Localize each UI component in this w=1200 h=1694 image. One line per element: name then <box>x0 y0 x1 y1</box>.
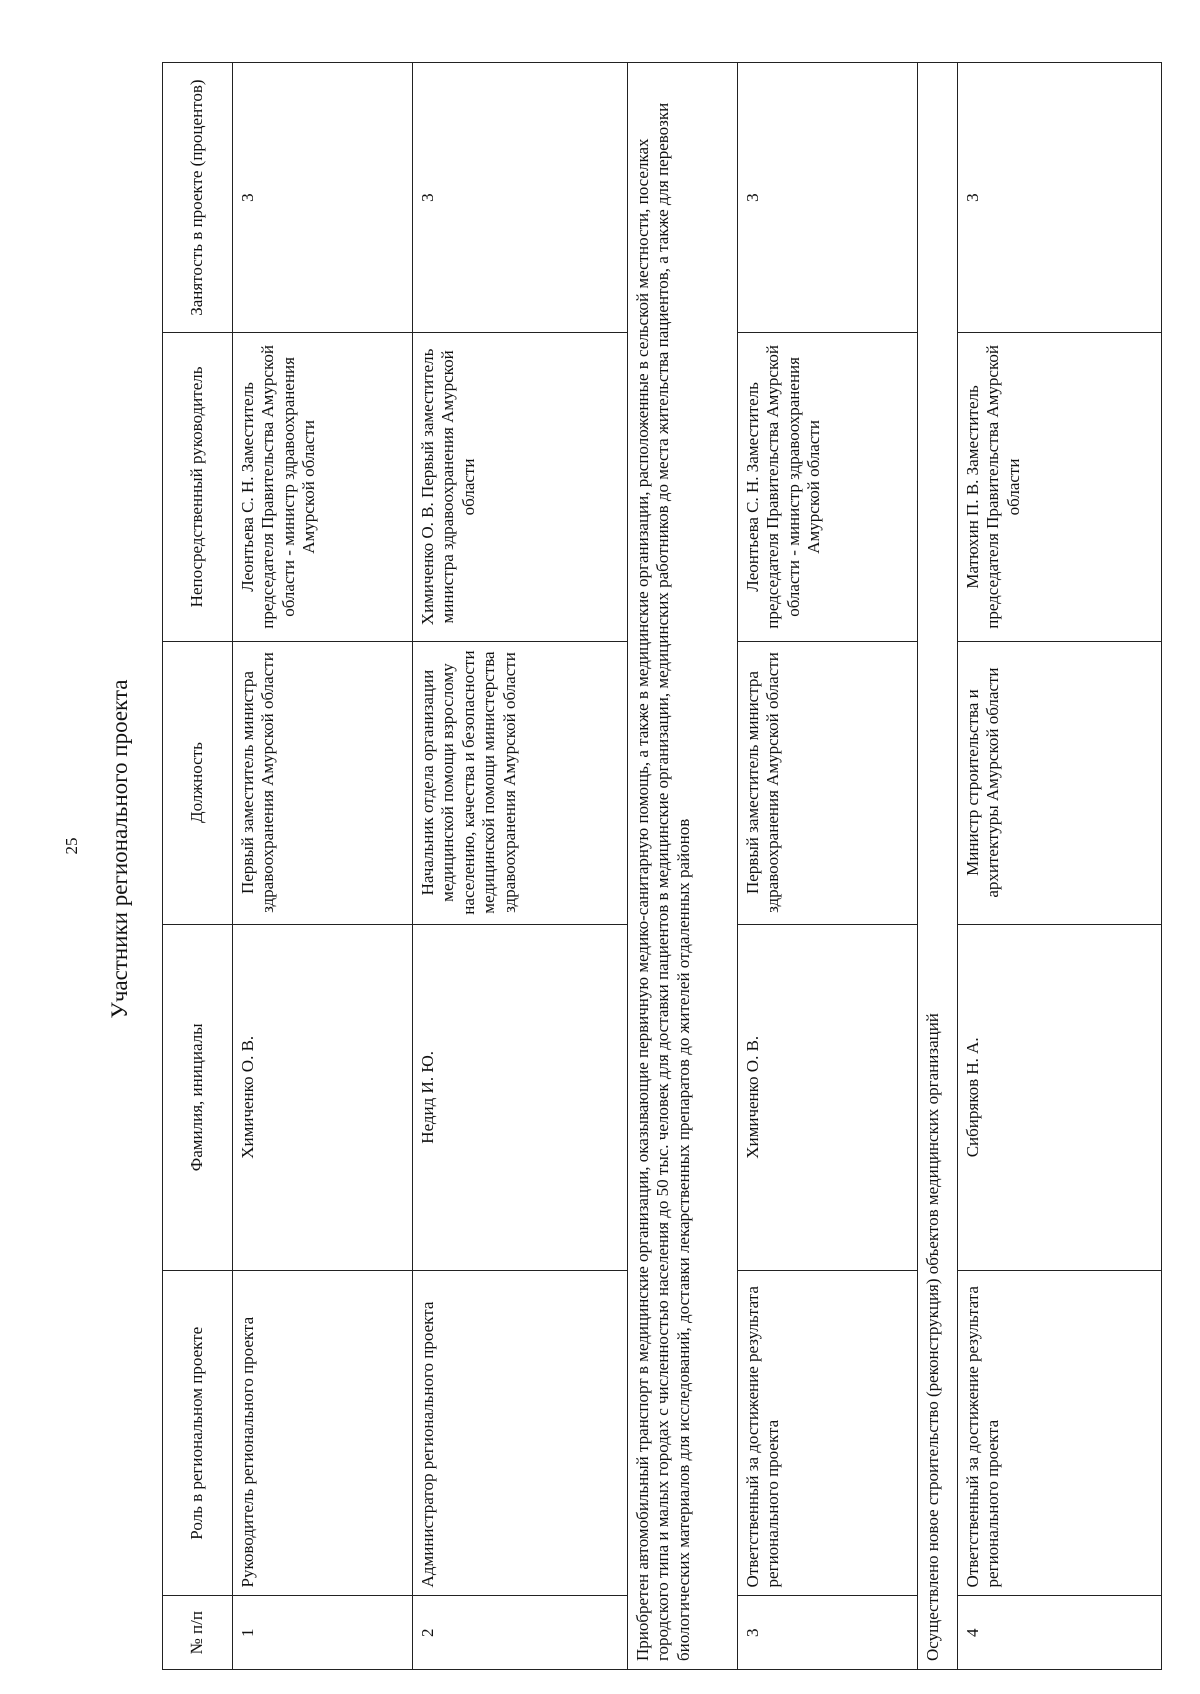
cell-name: Химиченко О. В. <box>738 924 918 1271</box>
cell-role: Руководитель регионального проекта <box>233 1271 413 1596</box>
page-title: Участники регионального проекта <box>107 679 132 1019</box>
table-row <box>738 63 918 1670</box>
cell-name: Сибиряков Н. А. <box>958 924 1162 1271</box>
section-heading-transport: Приобретен автомобильный транспорт в медицинские организации, оказывающие первичную медико-санитарную помощь, а также в медицинские организации, расположенные в сельской местности, поселках городского типа и малых городах с численностью населения до 50 тыс. человек для доставки пациентов в медицинские организации, медицинских работников до места жительства пациентов, а также для перевозки биологических материалов для исследований, доставки лекарственных препаратов до жителей отдаленных районов <box>628 63 738 1670</box>
cell-employment: 3 <box>233 63 413 333</box>
cell-employment: 3 <box>413 63 628 333</box>
cell-role: Ответственный за достижение результата регионального проекта <box>738 1271 918 1596</box>
cell-position: Начальник отдела организации медицинской помощи взрослому населению, качества и безопасности медицинской помощи министерства здравоохранения Амурской области <box>413 641 628 924</box>
cell-manager: Леонтьева С. Н. Заместитель председателя Правительства Амурской области - министр здравоохранения Амурской области <box>738 333 918 641</box>
header-position: Должность <box>163 641 233 924</box>
table-row <box>233 63 413 1670</box>
cell-role: Администратор регионального проекта <box>413 1271 628 1596</box>
header-employment: Занятость в проекте (процентов) <box>163 63 233 333</box>
cell-num: 1 <box>233 1596 413 1670</box>
header-name: Фамилия, инициалы <box>163 924 233 1271</box>
cell-num: 4 <box>958 1596 1162 1670</box>
header-role: Роль в региональном проекте <box>163 1271 233 1596</box>
cell-name: Химиченко О. В. <box>233 924 413 1271</box>
cell-name: Недид И. Ю. <box>413 924 628 1271</box>
table-header-row <box>163 63 233 1670</box>
cell-num: 3 <box>738 1596 918 1670</box>
cell-position: Министр строительства и архитектуры Амурской области <box>958 641 1162 924</box>
header-manager: Непосредственный руководитель <box>163 333 233 641</box>
cell-position: Первый заместитель министра здравоохранения Амурской области <box>233 641 413 924</box>
participants-table <box>162 62 1162 1670</box>
section-row <box>918 63 958 1670</box>
cell-manager: Химиченко О. В. Первый заместитель министра здравоохранения Амурской области <box>413 333 628 641</box>
header-num: № п/п <box>163 1596 233 1670</box>
cell-employment: 3 <box>738 63 918 333</box>
section-row <box>628 63 738 1670</box>
cell-manager: Леонтьева С. Н. Заместитель председателя Правительства Амурской области - министр здравоохранения Амурской области <box>233 333 413 641</box>
rotated-content <box>162 62 1162 1670</box>
cell-position: Первый заместитель министра здравоохранения Амурской области <box>738 641 918 924</box>
cell-manager: Матюхин П. В. Заместитель председателя Правительства Амурской области <box>958 333 1162 641</box>
table-row <box>958 63 1162 1670</box>
cell-role: Ответственный за достижение результата регионального проекта <box>958 1271 1162 1596</box>
cell-num: 2 <box>413 1596 628 1670</box>
table-row <box>413 63 628 1670</box>
cell-employment: 3 <box>958 63 1162 333</box>
page-number: 25 <box>62 837 81 855</box>
section-heading-construction: Осуществлено новое строительство (реконструкция) объектов медицинских организаций <box>918 63 958 1670</box>
